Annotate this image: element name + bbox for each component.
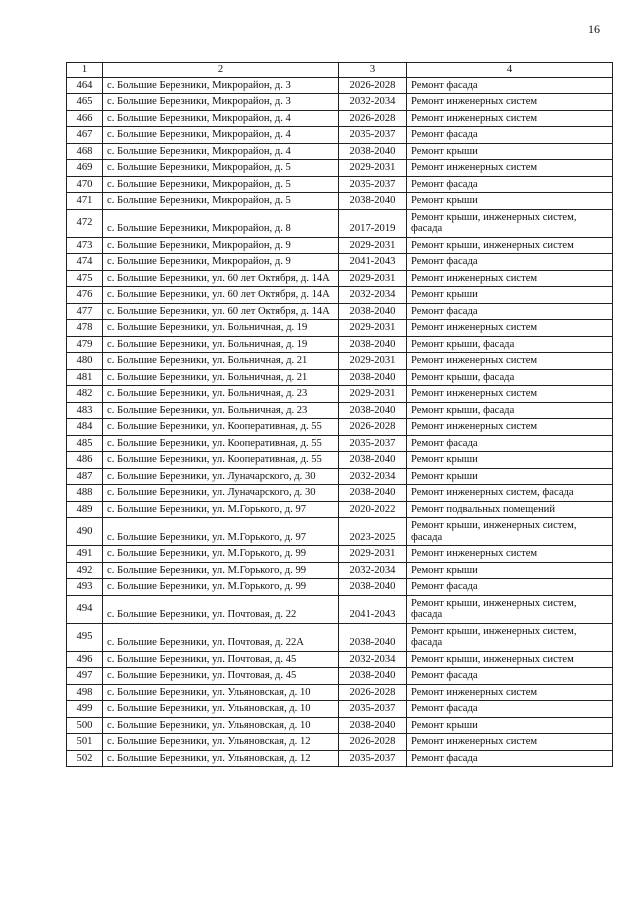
table-row	[67, 127, 613, 144]
work-type-cell: Ремонт фасада	[407, 668, 613, 685]
row-number-cell: 479	[67, 336, 103, 353]
table-row	[67, 402, 613, 419]
address-cell: с. Большие Березники, ул. Почтовая, д. 22А	[103, 623, 339, 651]
row-number-cell: 500	[67, 717, 103, 734]
table-row	[67, 287, 613, 304]
work-type-cell: Ремонт инженерных систем	[407, 386, 613, 403]
address-cell: с. Большие Березники, ул. Больничная, д. 19	[103, 320, 339, 337]
row-number-cell: 472	[67, 209, 103, 237]
work-type-cell: Ремонт инженерных систем	[407, 94, 613, 111]
table-row	[67, 734, 613, 751]
work-type-cell: Ремонт крыши	[407, 452, 613, 469]
period-cell: 2029-2031	[339, 270, 407, 287]
row-number-cell: 496	[67, 651, 103, 668]
address-cell: с. Большие Березники, ул. Больничная, д. 23	[103, 402, 339, 419]
work-type-cell: Ремонт крыши	[407, 468, 613, 485]
address-cell: с. Большие Березники, Микрорайон, д. 9	[103, 237, 339, 254]
table-row	[67, 176, 613, 193]
work-type-cell: Ремонт крыши, инженерных систем	[407, 237, 613, 254]
address-cell: с. Большие Березники, ул. Ульяновская, д. 10	[103, 701, 339, 718]
row-number-cell: 477	[67, 303, 103, 320]
work-type-cell: Ремонт фасада	[407, 750, 613, 767]
row-number-cell: 483	[67, 402, 103, 419]
period-cell: 2038-2040	[339, 717, 407, 734]
period-cell: 2029-2031	[339, 160, 407, 177]
row-number-cell: 489	[67, 501, 103, 518]
table-row	[67, 336, 613, 353]
address-cell: с. Большие Березники, ул. М.Горького, д. 99	[103, 562, 339, 579]
work-type-cell: Ремонт фасада	[407, 254, 613, 271]
row-number-cell: 499	[67, 701, 103, 718]
row-number-cell: 466	[67, 110, 103, 127]
period-cell: 2032-2034	[339, 562, 407, 579]
row-number-cell: 501	[67, 734, 103, 751]
repair-schedule-table	[66, 62, 613, 767]
row-number-cell: 471	[67, 193, 103, 210]
period-cell: 2035-2037	[339, 435, 407, 452]
address-cell: с. Большие Березники, ул. Луначарского, д. 30	[103, 485, 339, 502]
period-cell: 2026-2028	[339, 77, 407, 94]
table-row	[67, 303, 613, 320]
row-number-cell: 484	[67, 419, 103, 436]
table-row	[67, 193, 613, 210]
period-cell: 2035-2037	[339, 750, 407, 767]
work-type-cell: Ремонт крыши, инженерных систем, фасада	[407, 518, 613, 546]
row-number-cell: 497	[67, 668, 103, 685]
row-number-cell: 487	[67, 468, 103, 485]
period-cell: 2026-2028	[339, 734, 407, 751]
row-number-cell: 481	[67, 369, 103, 386]
period-cell: 2032-2034	[339, 651, 407, 668]
work-type-cell: Ремонт крыши	[407, 143, 613, 160]
address-cell: с. Большие Березники, Микрорайон, д. 4	[103, 110, 339, 127]
address-cell: с. Большие Березники, ул. 60 лет Октября, д. 14А	[103, 287, 339, 304]
period-cell: 2035-2037	[339, 127, 407, 144]
header-cell: 4	[407, 63, 613, 78]
row-number-cell: 492	[67, 562, 103, 579]
row-number-cell: 469	[67, 160, 103, 177]
address-cell: с. Большие Березники, ул. Ульяновская, д. 12	[103, 734, 339, 751]
period-cell: 2026-2028	[339, 419, 407, 436]
work-type-cell: Ремонт инженерных систем	[407, 270, 613, 287]
page-number: 16	[588, 22, 600, 36]
table-row	[67, 485, 613, 502]
work-type-cell: Ремонт инженерных систем	[407, 546, 613, 563]
period-cell: 2035-2037	[339, 701, 407, 718]
table-row	[67, 209, 613, 237]
header-cell: 3	[339, 63, 407, 78]
row-number-cell: 498	[67, 684, 103, 701]
period-cell: 2029-2031	[339, 386, 407, 403]
work-type-cell: Ремонт инженерных систем	[407, 419, 613, 436]
period-cell: 2038-2040	[339, 193, 407, 210]
address-cell: с. Большие Березники, Микрорайон, д. 4	[103, 127, 339, 144]
table-body	[67, 77, 613, 767]
table-row	[67, 160, 613, 177]
row-number-cell: 478	[67, 320, 103, 337]
work-type-cell: Ремонт инженерных систем	[407, 734, 613, 751]
work-type-cell: Ремонт крыши	[407, 717, 613, 734]
row-number-cell: 464	[67, 77, 103, 94]
table-row	[67, 110, 613, 127]
work-type-cell: Ремонт крыши	[407, 193, 613, 210]
work-type-cell: Ремонт фасада	[407, 303, 613, 320]
period-cell: 2038-2040	[339, 485, 407, 502]
work-type-cell: Ремонт инженерных систем	[407, 160, 613, 177]
row-number-cell: 475	[67, 270, 103, 287]
address-cell: с. Большие Березники, ул. 60 лет Октября, д. 14А	[103, 303, 339, 320]
table-header-row	[67, 63, 613, 78]
period-cell: 2038-2040	[339, 303, 407, 320]
period-cell: 2032-2034	[339, 94, 407, 111]
header-cell: 2	[103, 63, 339, 78]
table-row	[67, 546, 613, 563]
table-row	[67, 77, 613, 94]
row-number-cell: 482	[67, 386, 103, 403]
address-cell: с. Большие Березники, ул. Больничная, д. 23	[103, 386, 339, 403]
header-cell: 1	[67, 63, 103, 78]
row-number-cell: 485	[67, 435, 103, 452]
table-row	[67, 518, 613, 546]
period-cell: 2038-2040	[339, 452, 407, 469]
address-cell: с. Большие Березники, ул. Кооперативная, д. 55	[103, 419, 339, 436]
work-type-cell: Ремонт крыши, фасада	[407, 369, 613, 386]
row-number-cell: 473	[67, 237, 103, 254]
table-row	[67, 435, 613, 452]
work-type-cell: Ремонт фасада	[407, 435, 613, 452]
period-cell: 2038-2040	[339, 336, 407, 353]
period-cell: 2020-2022	[339, 501, 407, 518]
work-type-cell: Ремонт крыши, инженерных систем, фасада	[407, 623, 613, 651]
address-cell: с. Большие Березники, ул. Почтовая, д. 45	[103, 651, 339, 668]
table-row	[67, 369, 613, 386]
period-cell: 2032-2034	[339, 287, 407, 304]
period-cell: 2038-2040	[339, 369, 407, 386]
address-cell: с. Большие Березники, ул. Луначарского, д. 30	[103, 468, 339, 485]
row-number-cell: 490	[67, 518, 103, 546]
table-row	[67, 353, 613, 370]
address-cell: с. Большие Березники, ул. М.Горького, д. 99	[103, 546, 339, 563]
row-number-cell: 468	[67, 143, 103, 160]
table-row	[67, 684, 613, 701]
address-cell: с. Большие Березники, Микрорайон, д. 8	[103, 209, 339, 237]
work-type-cell: Ремонт крыши, инженерных систем, фасада	[407, 595, 613, 623]
address-cell: с. Большие Березники, ул. М.Горького, д. 97	[103, 518, 339, 546]
period-cell: 2017-2019	[339, 209, 407, 237]
address-cell: с. Большие Березники, ул. Ульяновская, д. 10	[103, 684, 339, 701]
address-cell: с. Большие Березники, ул. М.Горького, д. 97	[103, 501, 339, 518]
row-number-cell: 491	[67, 546, 103, 563]
work-type-cell: Ремонт крыши, инженерных систем, фасада	[407, 209, 613, 237]
address-cell: с. Большие Березники, ул. Больничная, д. 21	[103, 369, 339, 386]
address-cell: с. Большие Березники, Микрорайон, д. 5	[103, 176, 339, 193]
table-row	[67, 254, 613, 271]
table-row	[67, 94, 613, 111]
period-cell: 2038-2040	[339, 623, 407, 651]
table-row	[67, 651, 613, 668]
row-number-cell: 474	[67, 254, 103, 271]
row-number-cell: 465	[67, 94, 103, 111]
address-cell: с. Большие Березники, ул. Почтовая, д. 22	[103, 595, 339, 623]
period-cell: 2032-2034	[339, 468, 407, 485]
table-row	[67, 419, 613, 436]
period-cell: 2041-2043	[339, 595, 407, 623]
period-cell: 2038-2040	[339, 579, 407, 596]
table-row	[67, 452, 613, 469]
address-cell: с. Большие Березники, Микрорайон, д. 3	[103, 94, 339, 111]
table-row	[67, 717, 613, 734]
work-type-cell: Ремонт инженерных систем	[407, 353, 613, 370]
period-cell: 2041-2043	[339, 254, 407, 271]
table-row	[67, 668, 613, 685]
address-cell: с. Большие Березники, ул. Ульяновская, д. 10	[103, 717, 339, 734]
period-cell: 2035-2037	[339, 176, 407, 193]
table-row	[67, 270, 613, 287]
work-type-cell: Ремонт инженерных систем	[407, 110, 613, 127]
address-cell: с. Большие Березники, ул. Кооперативная, д. 55	[103, 435, 339, 452]
work-type-cell: Ремонт крыши	[407, 562, 613, 579]
address-cell: с. Большие Березники, ул. Кооперативная, д. 55	[103, 452, 339, 469]
row-number-cell: 467	[67, 127, 103, 144]
period-cell: 2026-2028	[339, 684, 407, 701]
address-cell: с. Большие Березники, Микрорайон, д. 9	[103, 254, 339, 271]
row-number-cell: 488	[67, 485, 103, 502]
work-type-cell: Ремонт фасада	[407, 77, 613, 94]
table-row	[67, 579, 613, 596]
address-cell: с. Большие Березники, ул. Ульяновская, д. 12	[103, 750, 339, 767]
table-row	[67, 320, 613, 337]
row-number-cell: 476	[67, 287, 103, 304]
table-row	[67, 750, 613, 767]
table-row	[67, 237, 613, 254]
period-cell: 2029-2031	[339, 353, 407, 370]
work-type-cell: Ремонт крыши	[407, 287, 613, 304]
table-row	[67, 501, 613, 518]
table-row	[67, 386, 613, 403]
address-cell: с. Большие Березники, ул. 60 лет Октября, д. 14А	[103, 270, 339, 287]
address-cell: с. Большие Березники, ул. Почтовая, д. 45	[103, 668, 339, 685]
address-cell: с. Большие Березники, Микрорайон, д. 5	[103, 160, 339, 177]
address-cell: с. Большие Березники, Микрорайон, д. 4	[103, 143, 339, 160]
period-cell: 2026-2028	[339, 110, 407, 127]
work-type-cell: Ремонт фасада	[407, 701, 613, 718]
table-row	[67, 623, 613, 651]
work-type-cell: Ремонт фасада	[407, 579, 613, 596]
row-number-cell: 470	[67, 176, 103, 193]
work-type-cell: Ремонт крыши, инженерных систем	[407, 651, 613, 668]
address-cell: с. Большие Березники, ул. М.Горького, д. 99	[103, 579, 339, 596]
period-cell: 2038-2040	[339, 143, 407, 160]
work-type-cell: Ремонт крыши, фасада	[407, 402, 613, 419]
work-type-cell: Ремонт инженерных систем, фасада	[407, 485, 613, 502]
row-number-cell: 494	[67, 595, 103, 623]
address-cell: с. Большие Березники, ул. Больничная, д. 19	[103, 336, 339, 353]
work-type-cell: Ремонт фасада	[407, 176, 613, 193]
table-row	[67, 143, 613, 160]
period-cell: 2029-2031	[339, 320, 407, 337]
period-cell: 2023-2025	[339, 518, 407, 546]
row-number-cell: 502	[67, 750, 103, 767]
work-type-cell: Ремонт инженерных систем	[407, 684, 613, 701]
address-cell: с. Большие Березники, Микрорайон, д. 3	[103, 77, 339, 94]
period-cell: 2038-2040	[339, 402, 407, 419]
table-row	[67, 701, 613, 718]
period-cell: 2038-2040	[339, 668, 407, 685]
period-cell: 2029-2031	[339, 237, 407, 254]
table-row	[67, 468, 613, 485]
work-type-cell: Ремонт фасада	[407, 127, 613, 144]
table-row	[67, 595, 613, 623]
work-type-cell: Ремонт подвальных помещений	[407, 501, 613, 518]
row-number-cell: 493	[67, 579, 103, 596]
table-row	[67, 562, 613, 579]
address-cell: с. Большие Березники, Микрорайон, д. 5	[103, 193, 339, 210]
work-type-cell: Ремонт инженерных систем	[407, 320, 613, 337]
period-cell: 2029-2031	[339, 546, 407, 563]
row-number-cell: 486	[67, 452, 103, 469]
row-number-cell: 495	[67, 623, 103, 651]
work-type-cell: Ремонт крыши, фасада	[407, 336, 613, 353]
row-number-cell: 480	[67, 353, 103, 370]
address-cell: с. Большие Березники, ул. Больничная, д. 21	[103, 353, 339, 370]
